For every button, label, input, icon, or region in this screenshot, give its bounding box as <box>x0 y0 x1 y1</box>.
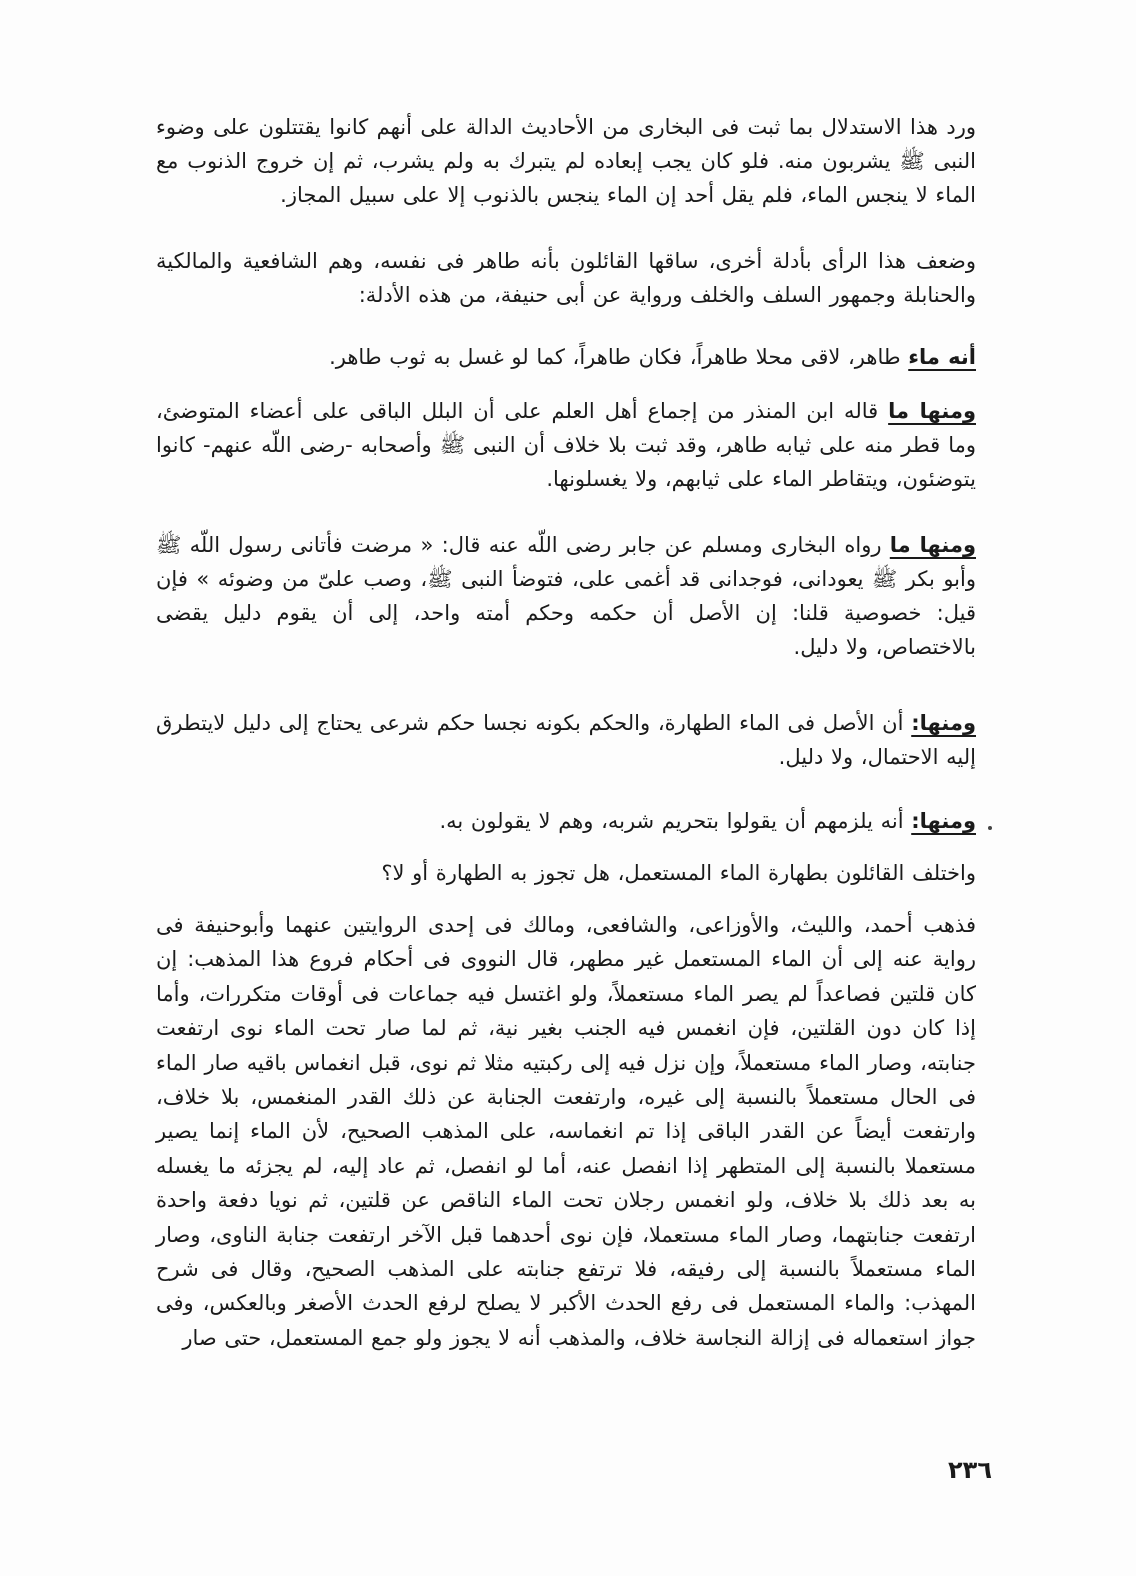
paragraph-5-lead: ومنها ما <box>889 533 976 557</box>
margin-mark <box>988 826 992 830</box>
paragraph-3 <box>156 340 976 374</box>
paragraph-9-text: فذهب أحمد، والليث، والأوزاعى، والشافعى، ومالك فى إحدى الروايتين عنهما وأبوحنيفة فى رواية عنه إلى أن الماء المستعمل غير مطهر، قال النووى فى أحكام فروع هذا المذهب: إن كان قلتين فصاعداً لم يصر الماء مستعملاً، ولو اغتسل فيه جماعات فى أوقات متكررات، وأما إذا كان دون القلتين، فإن انغمس فيه الجنب بغير نية، ثم لما صار تحت الماء نوى ارتفعت جنابته، وصار الماء مستعملاً، وإن نزل فيه إلى ركبتيه مثلا ثم نوى، قبل انغماس باقيه صار الماء فى الحال مستعملاً بالنسبة إلى غيره، وارتفعت الجنابة عن ذلك القدر المنغمس، بلا خلاف، وارتفعت أيضاً عن القدر الباقى إذا تم انغماسه، على المذهب الصحيح، لأن الماء إنما يصير مستعملا بالنسبة إلى المتطهر إذا انفصل عنه، أما لو انفصل، ثم عاد إليه، لم يجزئه ما يغسله به بعد ذلك بلا خلاف، ولو انغمس رجلان تحت الماء الناقص عن قلتين، ثم نويا دفعة واحدة ارتفعت جنابتهما، وصار الماء مستعملا، فإن نوى أحدهما قبل الآخر ارتفعت جنابة الناوى، وصار الماء مستعملاً بالنسبة إلى رفيقه، فلا ترتفع جنابته على المذهب الصحيح، وقال فى شرح المهذب: والماء المستعمل فى رفع الحدث الأكبر لا يصلح لرفع الحدث الأصغر وبالعكس، وفى جواز استعماله فى إزالة النجاسة خلاف، والمذهب أنه لا يجوز ولو جمع المستعمل، حتى صار <box>156 913 976 1350</box>
paragraph-4 <box>156 394 976 496</box>
paragraph-8-text: واختلف القائلون بطهارة الماء المستعمل، هل تجوز به الطهارة أو لا؟ <box>381 861 976 885</box>
page-number: ٢٣٦ <box>948 1456 992 1484</box>
paragraph-5-text: رواه البخارى ومسلم عن جابر رضى اللّه عنه قال: « مرضت فأتانى رسول اللّه ﷺ وأبو بكر ﷺ يعودانى، فوجدانى قد أغمى على، فتوضأ النبى ﷺ، وصب علىّ من وضوئه » فإن قيل: خصوصية قلنا: إن الأصل أن حكمه وحكم أمته واحد، إلى أن يقوم دليل يقضى بالاختصاص، ولا دليل. <box>156 533 976 659</box>
paragraph-6-text: أن الأصل فى الماء الطهارة، والحكم بكونه نجسا حكم شرعى يحتاج إلى دليل لايتطرق إليه الاحتمال، ولا دليل. <box>156 711 976 769</box>
paragraph-2-text: وضعف هذا الرأى بأدلة أخرى، ساقها القائلون بأنه طاهر فى نفسه، وهم الشافعية والمالكية والحنابلة وجمهور السلف والخلف ورواية عن أبى حنيفة، من هذه الأدلة: <box>156 249 976 307</box>
paragraph-9 <box>156 908 976 1355</box>
paragraph-1-text: ورد هذا الاستدلال بما ثبت فى البخارى من الأحاديث الدالة على أنهم كانوا يقتتلون على وضوء النبى ﷺ يشربون منه. فلو كان يجب إبعاده لم يتبرك به ولم يشرب، ثم إن خروج الذنوب مع الماء لا ينجس الماء، فلم يقل أحد إن الماء ينجس بالذنوب إلا على سبيل المجاز. <box>156 115 976 207</box>
paragraph-7 <box>156 804 976 838</box>
paragraph-6 <box>156 706 976 774</box>
paragraph-2 <box>156 244 976 312</box>
paragraph-3-lead: أنه ماء <box>908 345 976 369</box>
paragraph-7-lead: ومنها: <box>911 809 976 833</box>
paragraph-7-text: أنه يلزمهم أن يقولوا بتحريم شربه، وهم لا يقولون به. <box>439 809 912 833</box>
paragraph-3-text: طاهر، لاقى محلا طاهراً، فكان طاهراً، كما لو غسل به ثوب طاهر. <box>329 345 909 369</box>
paragraph-4-lead: ومنها ما <box>888 399 976 423</box>
paragraph-8 <box>156 856 976 890</box>
paragraph-4-text: قاله ابن المنذر من إجماع أهل العلم على أن البلل الباقى على أعضاء المتوضئ، وما قطر منه على ثيابه طاهر، وقد ثبت بلا خلاف أن النبى ﷺ وأصحابه -رضى اللّه عنهم- كانوا يتوضئون، ويتقاطر الماء على ثيابهم، ولا يغسلونها. <box>156 399 976 491</box>
paragraph-6-lead: ومنها: <box>911 711 976 735</box>
paragraph-5 <box>156 528 976 664</box>
paragraph-1 <box>156 110 976 212</box>
